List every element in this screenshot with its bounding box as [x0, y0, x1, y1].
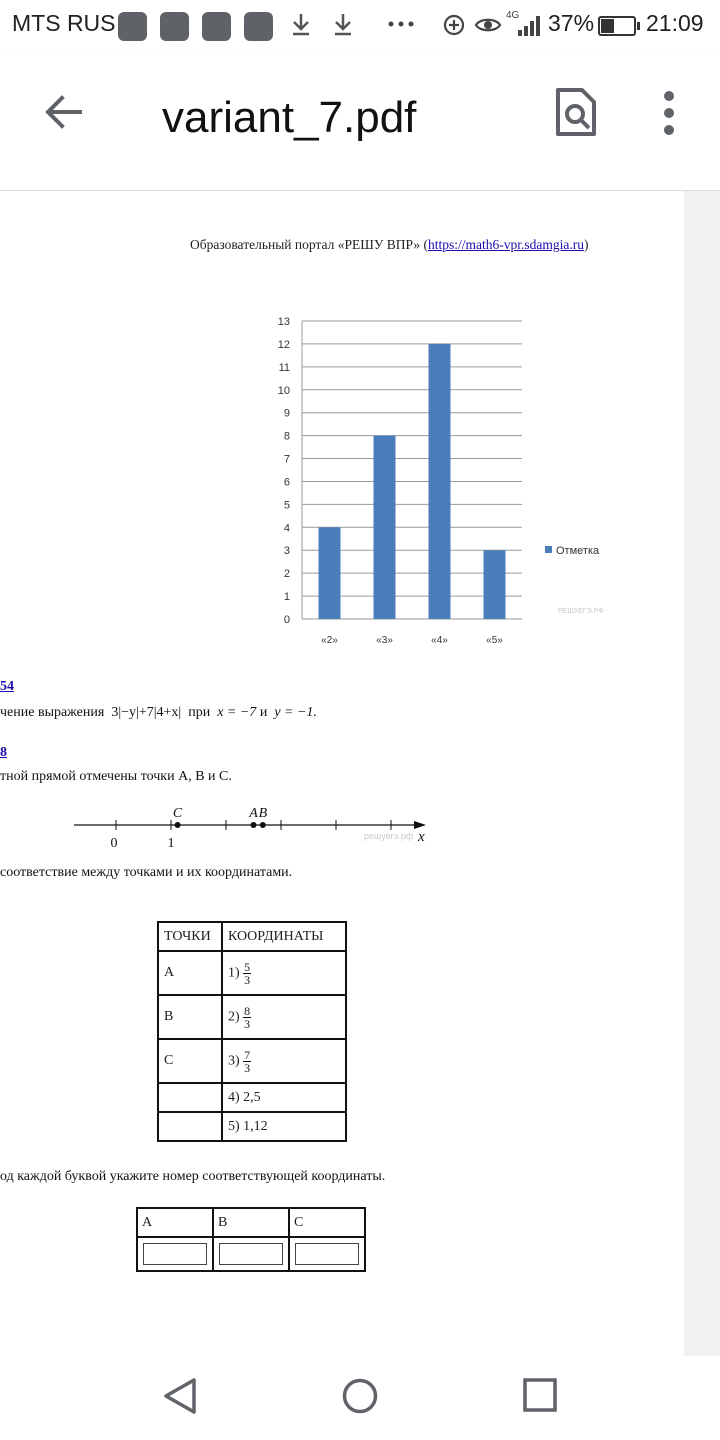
label-one: 1 — [167, 836, 175, 851]
answer-header: B — [213, 1208, 289, 1237]
nav-back-icon[interactable] — [162, 1376, 198, 1416]
label-x: x — [418, 829, 425, 845]
answer-header: C — [289, 1208, 365, 1237]
label-zero: 0 — [110, 836, 118, 851]
x-tick-label: «3» — [376, 635, 393, 646]
download-icon — [290, 12, 312, 36]
answer-instruction: од каждой буквой укажите номер соответствующей координаты. — [0, 1169, 386, 1184]
answer-box-b[interactable] — [219, 1243, 283, 1265]
y-tick-label: 8 — [283, 430, 290, 443]
point-cell: A — [158, 951, 222, 995]
battery-icon — [598, 16, 636, 36]
empty-cell — [158, 1083, 222, 1112]
signal-icon — [516, 14, 542, 36]
battery-percentage: 37% — [548, 10, 595, 36]
bar-chart — [262, 311, 622, 651]
navigation-bar — [0, 1356, 720, 1440]
points-coordinates-table — [157, 921, 347, 1142]
bar-2 — [374, 436, 396, 619]
watermark: РЕШУЕГЭ.РФ — [558, 608, 604, 615]
portal-header: Образовательный портал «РЕШУ ВПР» (https://math6-vpr.sdamgia.ru) — [190, 237, 589, 252]
y-tick-label: 12 — [277, 338, 290, 351]
more-vert-icon[interactable] — [652, 88, 686, 138]
y-tick-label: 0 — [283, 614, 290, 626]
y-tick-label: 6 — [283, 476, 290, 489]
bar-1 — [319, 527, 341, 619]
answer-header: A — [137, 1208, 213, 1237]
status-bar — [0, 0, 720, 50]
x-tick-label: «4» — [431, 635, 448, 646]
task-number-link[interactable]: 8 — [0, 745, 7, 760]
point-label: A — [249, 806, 258, 821]
point-cell: C — [158, 1039, 222, 1083]
answer-box-a[interactable] — [143, 1243, 207, 1265]
legend-label: Отметка — [556, 545, 600, 557]
coordinate-cell: 3) $\frac{7}{3}$ — [222, 1039, 346, 1083]
data-saver-icon — [442, 13, 466, 37]
clock: 21:09 — [646, 10, 704, 36]
coordinate-cell: 4) 2,5 — [222, 1083, 346, 1112]
bar-3 — [429, 344, 451, 619]
legend-swatch — [545, 546, 552, 553]
bar-4 — [484, 550, 506, 619]
portal-link[interactable]: https://math6-vpr.sdamgia.ru — [428, 237, 584, 252]
more-notifications-icon — [388, 20, 414, 28]
y-tick-label: 10 — [277, 384, 290, 397]
task2-text: тной прямой отмечены точки A, B и C. — [0, 769, 232, 784]
y-tick-label: 1 — [283, 591, 290, 604]
coordinate-cell: 5) 1,12 — [222, 1112, 346, 1141]
y-tick-label: 7 — [283, 453, 290, 466]
document-title: variant_7.pdf — [162, 93, 417, 142]
nav-home-icon[interactable] — [342, 1378, 378, 1414]
y-tick-label: 2 — [283, 568, 290, 581]
watermark: решуегэ.рф — [364, 831, 414, 841]
y-tick-label: 5 — [283, 499, 290, 512]
arrow-back-icon[interactable] — [40, 88, 88, 136]
notification-icon — [202, 12, 231, 41]
notification-icon — [118, 12, 147, 41]
download-icon — [332, 12, 354, 36]
task2-instruction: соответствие между точками и их координатами. — [0, 865, 293, 880]
y-tick-label: 9 — [283, 407, 290, 420]
notification-icon — [244, 12, 273, 41]
coordinate-cell: 1) $\frac{5}{3}$ — [222, 951, 346, 995]
network-type: 4G — [506, 10, 520, 21]
x-tick-label: «5» — [486, 635, 503, 646]
y-tick-label: 11 — [278, 361, 290, 374]
table-header: ТОЧКИ — [158, 922, 222, 951]
eye-comfort-icon — [474, 14, 502, 36]
nav-recents-icon[interactable] — [523, 1378, 557, 1412]
answer-table — [136, 1207, 366, 1272]
coordinate-cell: 2) $\frac{8}{3}$ — [222, 995, 346, 1039]
y-tick-label: 4 — [283, 522, 290, 535]
point-cell: B — [158, 995, 222, 1039]
axis-arrow — [414, 821, 426, 829]
number-line — [70, 789, 430, 851]
point-c — [175, 822, 181, 828]
x-tick-label: «2» — [321, 635, 338, 646]
app-bar — [0, 50, 720, 191]
table-header: КООРДИНАТЫ — [222, 922, 346, 951]
point-label: B — [258, 806, 268, 821]
y-tick-label: 3 — [283, 545, 290, 558]
task-number-link[interactable]: 54 — [0, 679, 14, 694]
answer-box-c[interactable] — [295, 1243, 359, 1265]
carrier-name: MTS RUS — [12, 10, 116, 36]
scroll-gutter[interactable] — [684, 191, 720, 1356]
notification-icon — [160, 12, 189, 41]
point-a — [251, 822, 257, 828]
find-in-page-icon[interactable] — [552, 86, 600, 138]
empty-cell — [158, 1112, 222, 1141]
point-label: C — [172, 806, 183, 821]
task1-text: чение выражения 3|−y|+7|4+x| при x = −7 и y = −1. — [0, 705, 317, 720]
y-tick-label: 13 — [277, 316, 290, 328]
point-b — [260, 822, 266, 828]
pdf-page[interactable] — [0, 191, 684, 1356]
expression: 3|−y|+7|4+x| — [111, 705, 182, 720]
